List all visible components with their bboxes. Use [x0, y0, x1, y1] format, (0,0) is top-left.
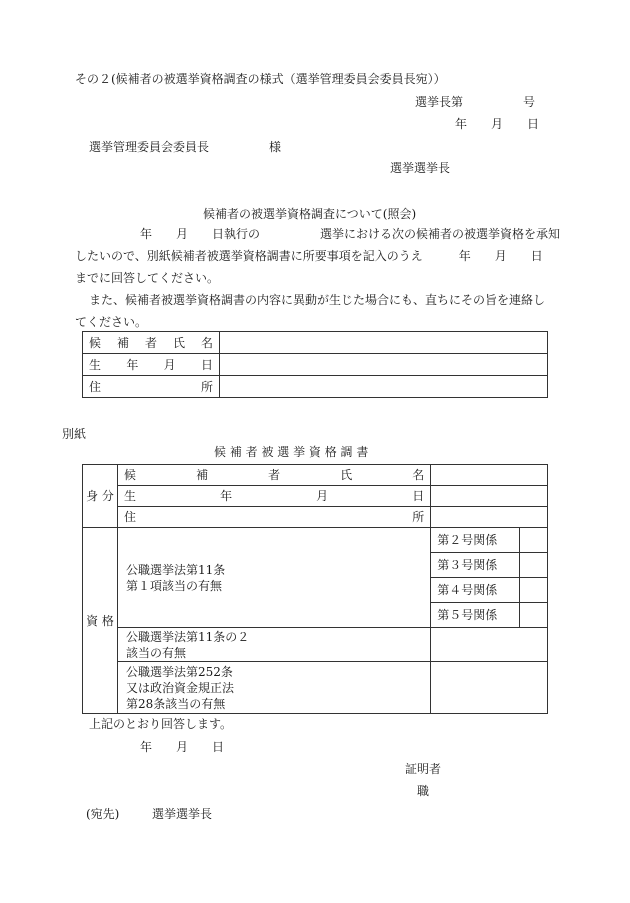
- recipient-prefix: (宛先): [86, 807, 120, 821]
- q1-subrow-3: 第３号関係: [431, 553, 520, 578]
- q1-subrow-2: 第２号関係: [431, 528, 520, 553]
- address-value[interactable]: [220, 376, 548, 398]
- issue-date: 年 月 日: [455, 117, 540, 131]
- identity-name-label: 候 補 者 氏 名: [118, 465, 431, 486]
- q1-subrow-4-value[interactable]: [520, 578, 548, 603]
- q2-value[interactable]: [431, 628, 548, 662]
- identity-header: 身 分: [83, 465, 118, 528]
- q1-subrow-3-value[interactable]: [520, 553, 548, 578]
- sender: 選挙選挙長: [390, 161, 451, 175]
- candidate-info-table: [82, 331, 548, 398]
- birthdate-value[interactable]: [220, 354, 548, 376]
- letter-body-line2: したいので、別紙候補者被選挙資格調書に所要事項を記入のうえ 年 月 日: [75, 249, 543, 263]
- position-label: 職: [417, 784, 430, 798]
- candidate-name-value[interactable]: [220, 332, 548, 354]
- reply-date: 年 月 日: [140, 740, 225, 754]
- form-title: その２(候補者の被選挙資格調査の様式（選挙管理委員会委員長宛））: [75, 72, 446, 86]
- certifier-label: 証明者: [405, 762, 442, 776]
- letter-body-line3: までに回答してください。: [75, 271, 220, 285]
- identity-birthdate-label: 生 年 月 日: [118, 486, 431, 507]
- letter-body-line1: 年 月 日執行の 選挙における次の候補者の被選挙資格を承知: [140, 227, 561, 241]
- address-label: 住 所: [83, 376, 220, 398]
- letter-body-line4: また、候補者被選挙資格調書の内容に異動が生じた場合にも、直ちにその旨を連絡し: [89, 293, 546, 307]
- identity-birthdate-value[interactable]: [431, 486, 548, 507]
- q1-subrow-4: 第４号関係: [431, 578, 520, 603]
- recipient-name: 選挙選挙長: [152, 807, 213, 821]
- reply-statement: 上記のとおり回答します。: [89, 717, 233, 731]
- q1-subrow-5-value[interactable]: [520, 603, 548, 628]
- identity-address-value[interactable]: [431, 507, 548, 528]
- q1-subrow-2-value[interactable]: [520, 528, 548, 553]
- document-number: 選挙長第 号: [415, 95, 536, 109]
- q2-label: 公職選挙法第11条の２ 該当の有無: [118, 628, 431, 662]
- q3-label: 公職選挙法第252条 又は政治資金規正法 第28条該当の有無: [118, 662, 431, 714]
- eligibility-table: [82, 464, 548, 714]
- birthdate-label: 生 年 月 日: [83, 354, 220, 376]
- letter-subject: 候補者の被選挙資格調査について(照会): [203, 207, 417, 221]
- qualification-header: 資 格: [83, 528, 118, 714]
- q1-subrow-5: 第５号関係: [431, 603, 520, 628]
- q3-value[interactable]: [431, 662, 548, 714]
- candidate-name-label: 候 補 者 氏 名: [83, 332, 220, 354]
- addressee: 選挙管理委員会委員長 様: [89, 140, 282, 154]
- attachment-title: 候 補 者 被 選 挙 資 格 調 書: [214, 445, 369, 459]
- identity-name-value[interactable]: [431, 465, 548, 486]
- identity-address-label: 住 所: [118, 507, 431, 528]
- q1-label: 公職選挙法第11条 第１項該当の有無: [118, 528, 431, 628]
- attachment-label: 別紙: [62, 427, 87, 441]
- letter-body-line5: てください。: [75, 315, 148, 329]
